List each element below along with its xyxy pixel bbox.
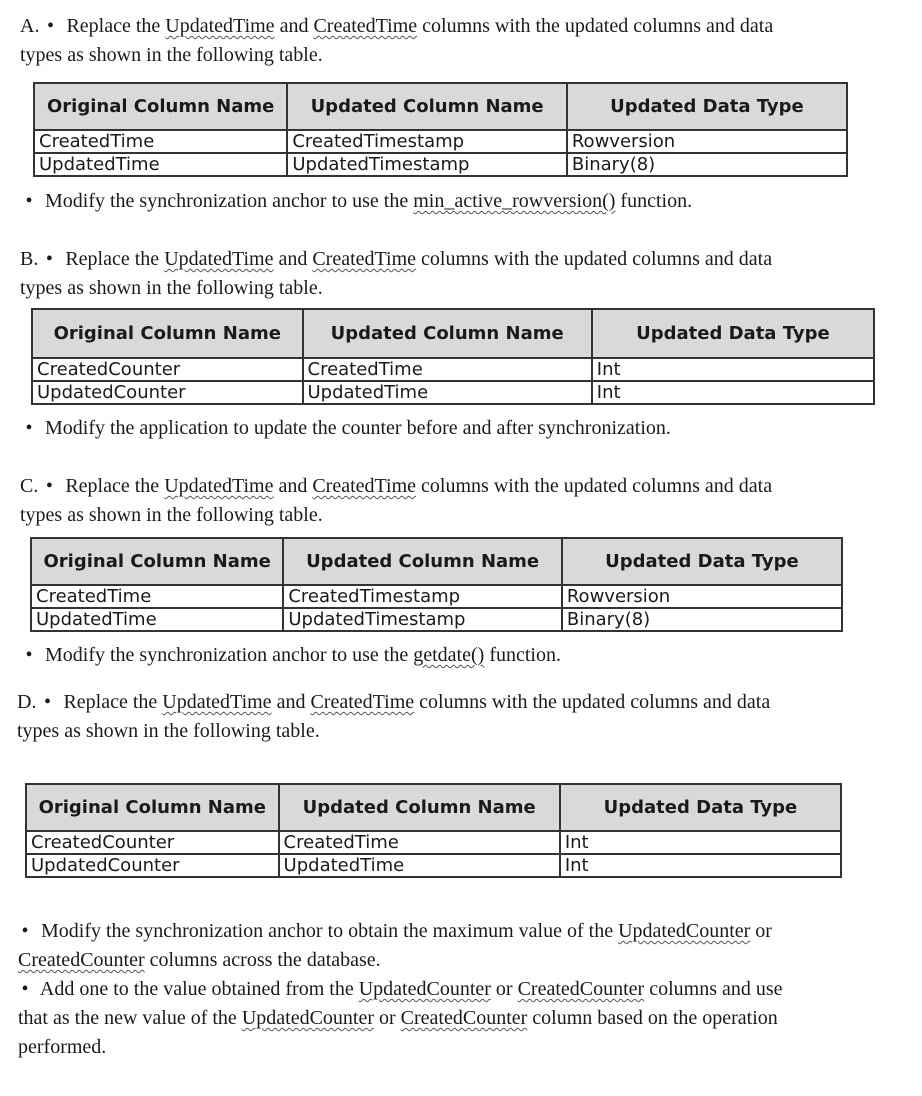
option-c-table — [30, 537, 843, 632]
option-d-note-2: • Add one to the value obtained from the UpdatedCounter or CreatedCounter columns and use that as the new value of the UpdatedCounter or CreatedCounter column based on the operation performed. — [14, 975, 904, 1062]
bullet-icon: • — [45, 248, 53, 270]
table-header-row — [26, 784, 841, 831]
header-original-column: Original Column Name — [26, 784, 279, 831]
bullet-icon: • — [25, 190, 33, 212]
table-header-row — [31, 538, 842, 585]
table-row: UpdatedCounter UpdatedTime Int — [26, 854, 841, 877]
option-letter: C. — [20, 475, 39, 497]
header-updated-column: Updated Column Name — [279, 784, 560, 831]
option-b-note: • Modify the application to update the counter before and after synchronization. — [18, 414, 898, 443]
bullet-icon: • — [45, 475, 53, 497]
option-d-note-1: • Modify the synchronization anchor to obtain the maximum value of the UpdatedCounter or CreatedCounter columns across the database. — [14, 917, 904, 975]
table-header-row — [32, 309, 874, 358]
table-row: CreatedTime CreatedTimestamp Rowversion — [34, 130, 847, 153]
option-c-note: • Modify the synchronization anchor to use the getdate() function. — [18, 641, 898, 670]
option-b-table — [31, 308, 875, 405]
table-row: CreatedCounter CreatedTime Int — [32, 358, 874, 381]
table-row: UpdatedTime UpdatedTimestamp Binary(8) — [31, 608, 842, 631]
header-updated-type: Updated Data Type — [562, 538, 842, 585]
header-original-column: Original Column Name — [34, 83, 287, 130]
option-letter: A. — [20, 15, 40, 37]
header-original-column: Original Column Name — [31, 538, 283, 585]
option-c-intro: C. • Replace the UpdatedTime and CreatedTime columns with the updated columns and data types as shown in the following table. — [20, 472, 900, 530]
table-row: CreatedTime CreatedTimestamp Rowversion — [31, 585, 842, 608]
option-d-table — [25, 783, 842, 878]
table-row: CreatedCounter CreatedTime Int — [26, 831, 841, 854]
bullet-icon: • — [21, 978, 29, 1000]
header-updated-column: Updated Column Name — [303, 309, 592, 358]
bullet-icon: • — [25, 644, 33, 666]
bullet-icon: • — [46, 15, 54, 37]
bullet-icon: • — [43, 691, 51, 713]
header-updated-type: Updated Data Type — [592, 309, 874, 358]
option-a-intro: A. • Replace the UpdatedTime and CreatedTime columns with the updated columns and data types as shown in the following table. — [20, 12, 900, 70]
header-updated-type: Updated Data Type — [567, 83, 847, 130]
table-row: UpdatedTime UpdatedTimestamp Binary(8) — [34, 153, 847, 176]
header-original-column: Original Column Name — [32, 309, 303, 358]
header-updated-column: Updated Column Name — [283, 538, 562, 585]
bullet-icon: • — [21, 920, 29, 942]
option-letter: D. — [17, 691, 37, 713]
option-b-intro: B. • Replace the UpdatedTime and CreatedTime columns with the updated columns and data types as shown in the following table. — [20, 245, 900, 303]
option-letter: B. — [20, 248, 39, 270]
option-a-note: • Modify the synchronization anchor to use the min_active_rowversion() function. — [18, 187, 898, 216]
table-header-row — [34, 83, 847, 130]
header-updated-type: Updated Data Type — [560, 784, 841, 831]
table-row: UpdatedCounter UpdatedTime Int — [32, 381, 874, 404]
header-updated-column: Updated Column Name — [287, 83, 567, 130]
bullet-icon: • — [25, 417, 33, 439]
option-a-table — [33, 82, 848, 177]
option-d-intro: D. • Replace the UpdatedTime and CreatedTime columns with the updated columns and data types as shown in the following table. — [17, 688, 897, 746]
